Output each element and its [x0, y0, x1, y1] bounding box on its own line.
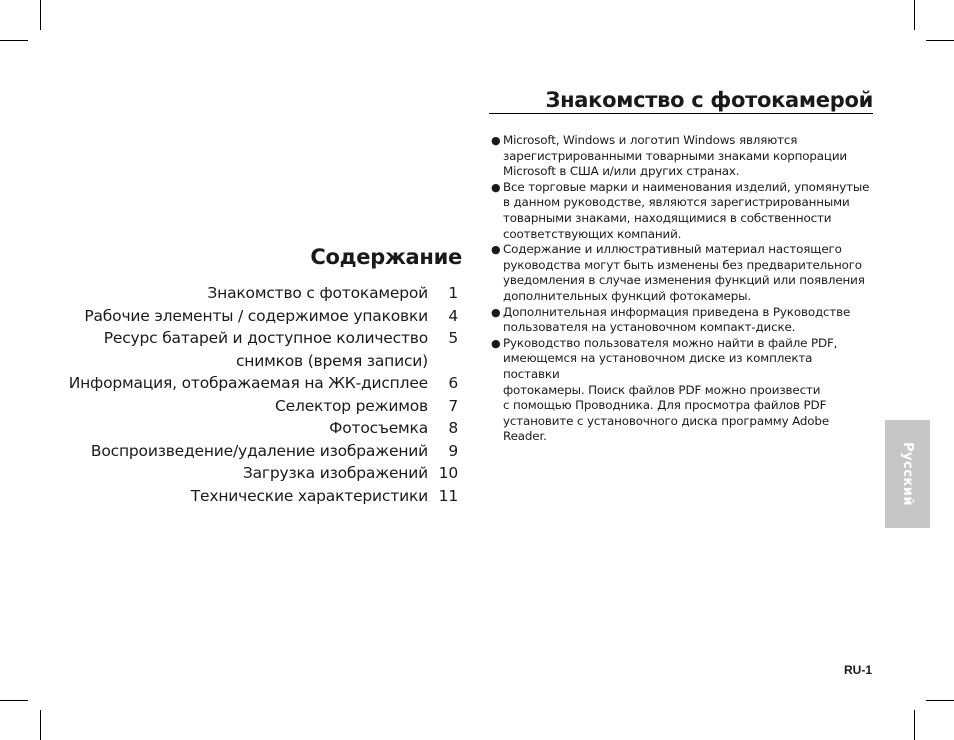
bullet-icon: ● — [491, 243, 501, 257]
page-number: RU-1 — [843, 663, 872, 677]
notes-list — [490, 133, 872, 445]
toc-item-page: 5 — [448, 329, 458, 347]
toc-item[interactable] — [58, 305, 458, 328]
toc-item-text: Фотосъемка — [329, 419, 428, 437]
note-item — [490, 242, 872, 304]
crop-mark-bottom-right-v — [914, 710, 915, 740]
toc-item-text: снимков (время записи) — [235, 351, 428, 370]
note-line: Содержание и иллюстративный материал настоящего — [503, 242, 842, 257]
crop-mark-top-left-v — [40, 0, 41, 30]
crop-mark-top-right-h — [926, 40, 954, 41]
note-line: Руководство пользователя можно найти в файле PDF, — [503, 335, 838, 350]
note-line: Microsoft в США и/или других странах. — [503, 164, 740, 179]
note-line: уведомления в случае изменения функций или появления — [503, 273, 865, 288]
language-tab-label: Русский — [900, 442, 915, 506]
bullet-icon: ● — [491, 336, 501, 350]
note-line: пользователя на установочном компакт-диске. — [503, 320, 796, 335]
note-item — [490, 180, 872, 242]
toc-item-page: 8 — [448, 419, 458, 437]
note-line: дополнительных функций фотокамеры. — [503, 288, 751, 303]
toc-item-page: 10 — [438, 464, 458, 482]
note-line: Reader. — [503, 429, 547, 444]
toc-item-text: Рабочие элементы / содержимое упаковки — [84, 306, 428, 325]
bullet-icon: ● — [491, 134, 501, 147]
toc-item-text: Селектор режимов — [275, 396, 428, 415]
crop-mark-bottom-left-v — [40, 710, 41, 740]
toc-item-page: 7 — [448, 396, 458, 415]
toc-item-page: 4 — [448, 306, 458, 325]
toc-item-text: Воспроизведение/удаление изображений — [90, 441, 428, 460]
toc-item[interactable] — [58, 462, 458, 485]
note-line: установите с установочного диска программу Adobe — [503, 413, 829, 428]
note-line: Microsoft, Windows и логотип Windows являются — [503, 133, 798, 147]
toc-item[interactable] — [58, 372, 458, 395]
toc-item[interactable] — [58, 395, 458, 418]
bullet-icon: ● — [491, 305, 501, 319]
toc-item[interactable] — [58, 485, 458, 508]
toc-item-text: Загрузка изображений — [242, 464, 428, 482]
crop-mark-top-left-h — [0, 40, 28, 41]
note-line: руководства могут быть изменены без предварительного — [503, 257, 862, 272]
note-line: Дополнительная информация приведена в Руководстве — [503, 304, 851, 319]
note-line: соответствующих компаний. — [503, 226, 682, 241]
note-line: зарегистрированными товарными знаками корпорации — [503, 148, 847, 163]
toc-item-text: Ресурс батарей и доступное количество — [103, 329, 428, 347]
toc-item-page: 1 — [448, 284, 458, 302]
toc-item[interactable] — [58, 327, 458, 350]
toc-item-text: Информация, отображаемая на ЖК-дисплее — [68, 374, 428, 392]
toc-item-text: Знакомство с фотокамерой — [207, 284, 428, 302]
toc-item[interactable] — [58, 440, 458, 463]
note-line: Все торговые марки и наименования изделий, упомянутые — [503, 179, 870, 194]
crop-mark-top-right-v — [914, 0, 915, 30]
crop-mark-bottom-left-h — [0, 700, 28, 701]
note-line: имеющемся на установочном диске из комплекта поставки — [503, 351, 813, 381]
toc-item[interactable] — [58, 282, 458, 305]
note-line: в данном руководстве, являются зарегистрированными — [503, 195, 850, 210]
crop-mark-bottom-right-h — [926, 700, 954, 701]
toc-item[interactable] — [58, 350, 458, 373]
note-line: товарными знаками, находящимися в собственности — [503, 210, 832, 225]
note-item — [490, 336, 872, 445]
toc-item[interactable] — [58, 417, 458, 440]
bullet-icon: ● — [491, 180, 501, 194]
toc-item-page: 6 — [448, 374, 458, 392]
toc-list — [58, 282, 458, 507]
toc-item-text: Технические характеристики — [190, 486, 428, 505]
toc-item-page: 11 — [438, 486, 458, 505]
note-line: фотокамеры. Поиск файлов PDF можно произвести — [503, 382, 821, 397]
toc-item-page: 9 — [448, 441, 458, 460]
note-item — [490, 305, 872, 336]
note-item — [490, 133, 872, 180]
note-line: с помощью Проводника. Для просмотра файлов PDF — [503, 398, 827, 413]
language-tab — [885, 420, 930, 528]
toc-title: Содержание — [310, 245, 462, 269]
section-title: Знакомство с фотокамерой — [489, 88, 873, 114]
